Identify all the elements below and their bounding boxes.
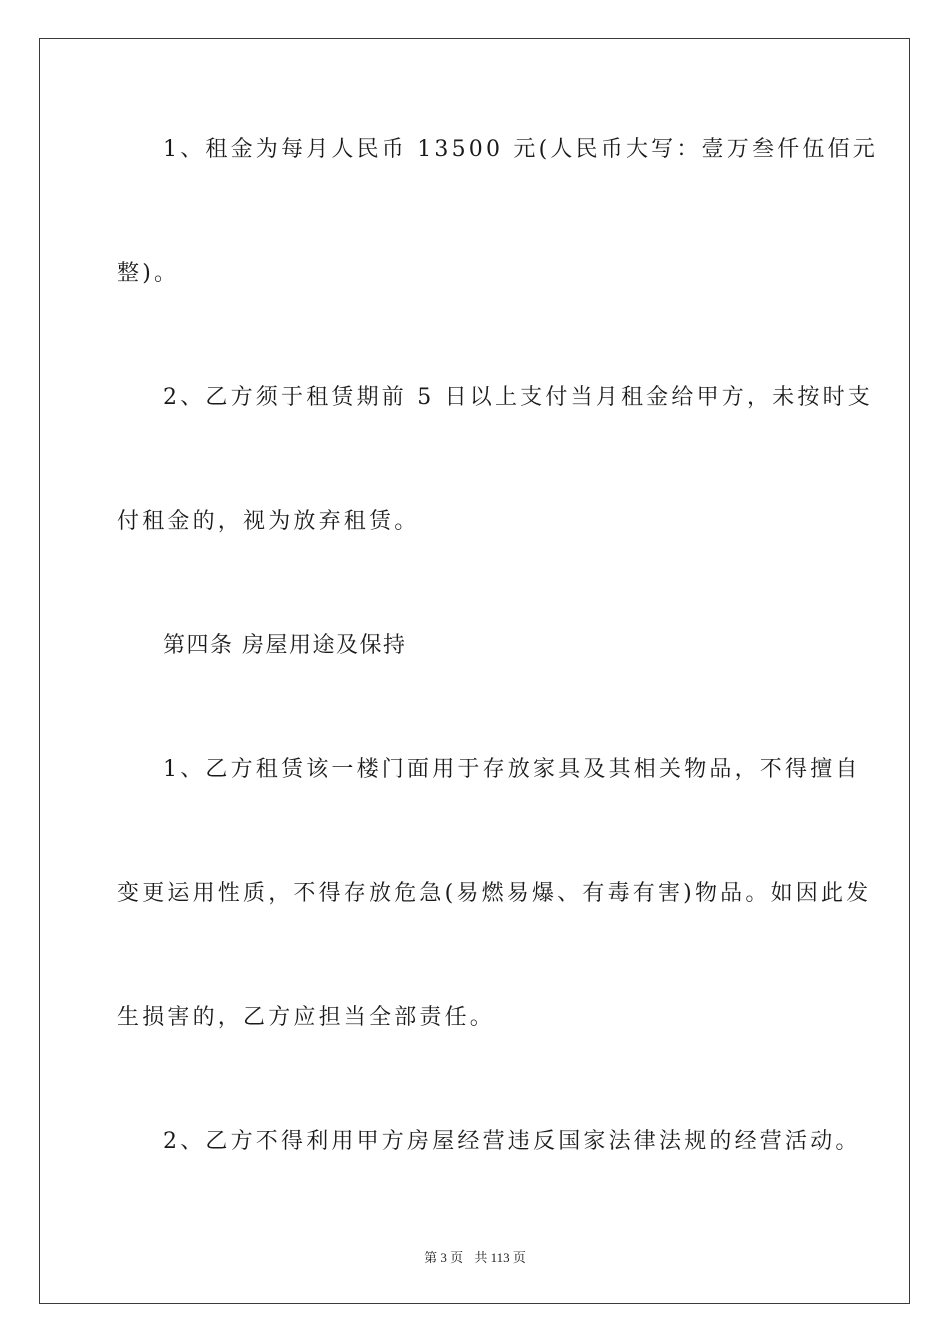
clause-3-1-line-2: 整)。 — [117, 261, 180, 286]
clause-3-2-line-1: 2、乙方须于租赁期前 5 日以上支付当月租金给甲方，未按时支 — [163, 385, 873, 410]
page-total: 共 113 页 — [474, 1250, 526, 1265]
clause-3-2-line-2: 付租金的，视为放弃租赁。 — [117, 509, 420, 534]
clause-3-1-line-1: 1、租金为每月人民币 13500 元(人民币大写：壹万叁仟伍佰元 — [163, 137, 878, 162]
clause-4-1-line-2: 变更运用性质，不得存放危急(易燃易爆、有毒有害)物品。如因此发 — [117, 881, 872, 906]
clause-4-1-line-1: 1、乙方租赁该一楼门面用于存放家具及其相关物品，不得擅自 — [163, 757, 861, 782]
clause-4-1-line-3: 生损害的，乙方应担当全部责任。 — [117, 1005, 496, 1030]
page-border — [39, 38, 910, 1304]
article-4-heading: 第四条 房屋用途及保持 — [163, 633, 407, 658]
clause-4-2-line-1: 2、乙方不得利用甲方房屋经营违反国家法律法规的经营活动。 — [163, 1129, 861, 1154]
page-footer — [0, 1247, 950, 1266]
page-number: 第 3 页 — [424, 1250, 464, 1265]
